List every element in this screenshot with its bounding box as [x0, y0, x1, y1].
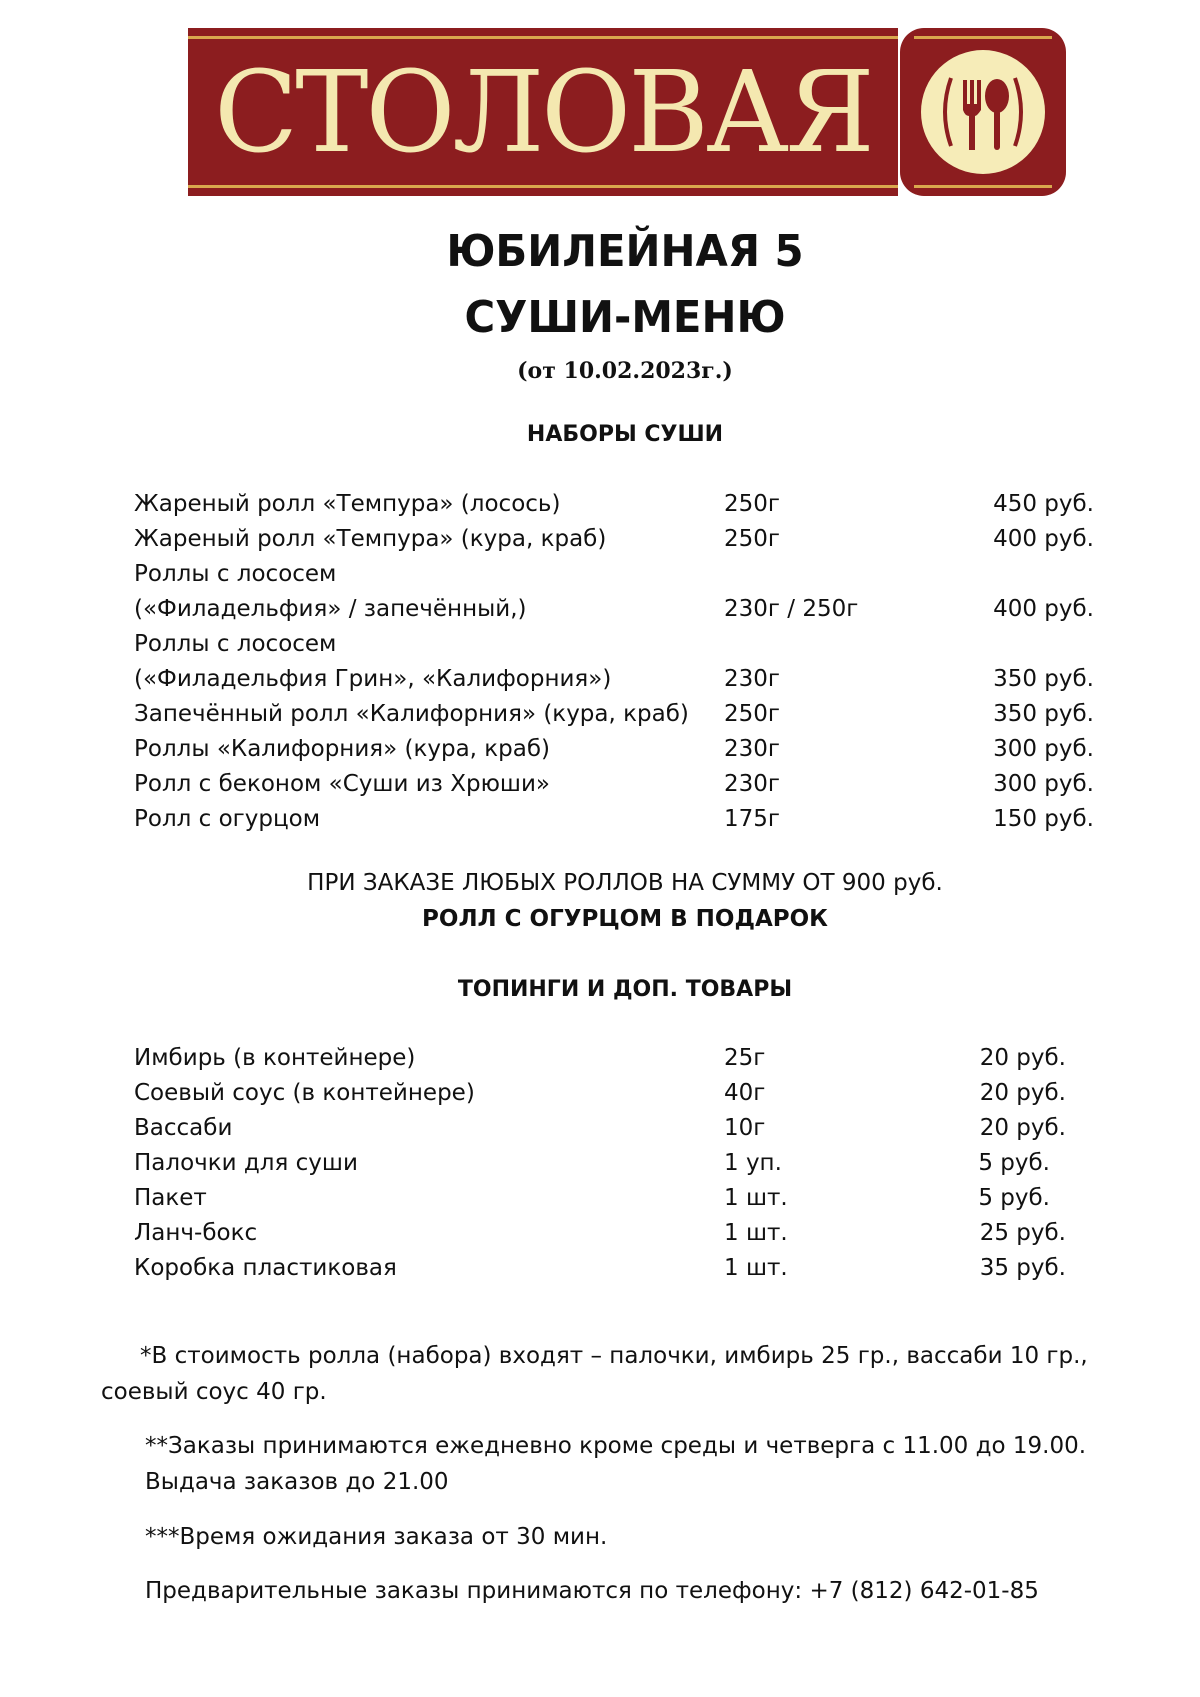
item-name-line: Роллы с лососем — [134, 631, 337, 657]
list-item — [134, 1181, 1094, 1216]
list-item — [134, 802, 1094, 837]
item-name: Вассаби — [134, 1115, 233, 1141]
list-item — [134, 522, 1094, 557]
item-weight: 10г — [724, 1115, 766, 1141]
item-name-line: («Филадельфия Грин», «Калифорния») — [134, 666, 612, 692]
item-price: 350 руб. — [993, 701, 1094, 727]
item-name: Имбирь (в контейнере) — [134, 1045, 416, 1071]
item-name: Запечённый ролл «Калифорния» (кура, краб) — [134, 701, 689, 727]
item-weight: 250г — [724, 491, 780, 517]
item-price: 300 руб. — [993, 736, 1094, 762]
item-weight: 1 шт. — [724, 1185, 788, 1211]
logo-banner — [188, 28, 898, 196]
item-price: 20 руб. — [979, 1045, 1066, 1071]
item-price: 400 руб. — [993, 596, 1094, 622]
item-name: Ролл с огурцом — [134, 806, 321, 832]
item-name: Соевый соус (в контейнере) — [134, 1080, 475, 1106]
item-weight: 250г — [724, 526, 780, 552]
item-name: Ланч-бокс — [134, 1220, 258, 1246]
item-price: 5 руб. — [978, 1185, 1050, 1211]
item-name — [134, 627, 611, 697]
note-hours: **Заказы принимаются ежедневно кроме среды и четверга с 11.00 до 19.00. — [145, 1433, 1087, 1459]
item-name: Жареный ролл «Темпура» (кура, краб) — [134, 526, 607, 552]
item-price: 5 руб. — [978, 1150, 1050, 1176]
logo-text: СТОЛОВАЯ — [214, 48, 872, 178]
item-weight: 40г — [724, 1080, 766, 1106]
item-price: 350 руб. — [993, 666, 1094, 692]
item-name-line: Роллы с лососем — [134, 561, 337, 587]
logo-rule — [914, 36, 1052, 39]
logo-rule — [188, 185, 898, 188]
list-item — [134, 697, 1094, 732]
item-price: 20 руб. — [979, 1115, 1066, 1141]
list-item — [134, 732, 1094, 767]
logo-rule — [914, 185, 1052, 188]
fork-spoon-icon — [921, 50, 1045, 174]
list-item — [134, 557, 1094, 627]
section-heading-sushi-sets: НАБОРЫ СУШИ — [526, 422, 724, 447]
item-price: 400 руб. — [993, 526, 1094, 552]
list-item — [134, 1251, 1094, 1286]
list-item — [134, 767, 1094, 802]
list-item — [134, 627, 1094, 697]
item-name: Ролл с беконом «Суши из Хрюши» — [134, 771, 550, 797]
logo-emblem — [900, 28, 1066, 196]
list-item — [134, 487, 1094, 522]
item-weight: 230г / 250г — [724, 596, 859, 622]
note-phone: Предварительные заказы принимаются по телефону: +7 (812) 642-01-85 — [145, 1578, 1039, 1604]
menu-date: (от 10.02.2023г.) — [517, 358, 733, 384]
item-weight: 230г — [724, 736, 780, 762]
item-price: 35 руб. — [979, 1255, 1066, 1281]
item-weight: 175г — [724, 806, 780, 832]
item-weight: 1 шт. — [724, 1220, 788, 1246]
note-included-cont: соевый соус 40 гр. — [101, 1379, 327, 1405]
item-price: 300 руб. — [993, 771, 1094, 797]
item-price: 150 руб. — [993, 806, 1094, 832]
item-weight: 1 шт. — [724, 1255, 788, 1281]
page-subtitle: СУШИ-МЕНЮ — [464, 292, 786, 343]
item-weight: 230г — [724, 771, 780, 797]
toppings-list — [134, 1041, 1094, 1286]
note-hours-cont: Выдача заказов до 21.00 — [145, 1469, 449, 1495]
logo — [188, 28, 1066, 196]
item-price: 20 руб. — [979, 1080, 1066, 1106]
item-price: 450 руб. — [993, 491, 1094, 517]
logo-rule — [188, 36, 898, 39]
item-name: Пакет — [134, 1185, 207, 1211]
list-item — [134, 1076, 1094, 1111]
item-weight: 250г — [724, 701, 780, 727]
item-weight: 25г — [724, 1045, 766, 1071]
list-item — [134, 1111, 1094, 1146]
item-name — [134, 557, 527, 627]
section-heading-toppings: ТОПИНГИ И ДОП. ТОВАРЫ — [457, 977, 793, 1002]
item-name: Палочки для суши — [134, 1150, 358, 1176]
item-name: Жареный ролл «Темпура» (лосось) — [134, 491, 561, 517]
item-name: Роллы «Калифорния» (кура, краб) — [134, 736, 551, 762]
page-title: ЮБИЛЕЙНАЯ 5 — [446, 226, 804, 277]
item-name: Коробка пластиковая — [134, 1255, 397, 1281]
sushi-sets-list — [134, 487, 1094, 837]
item-price: 25 руб. — [979, 1220, 1066, 1246]
list-item — [134, 1041, 1094, 1076]
promo-text: ПРИ ЗАКАЗЕ ЛЮБЫХ РОЛЛОВ НА СУММУ ОТ 900 руб. — [307, 870, 943, 896]
item-weight: 1 уп. — [724, 1150, 782, 1176]
note-included: *В стоимость ролла (набора) входят – палочки, имбирь 25 гр., вассаби 10 гр., — [140, 1343, 1088, 1369]
list-item — [134, 1146, 1094, 1181]
list-item — [134, 1216, 1094, 1251]
promo-gift: РОЛЛ С ОГУРЦОМ В ПОДАРОК — [422, 906, 828, 932]
item-name-line: («Филадельфия» / запечённый,) — [134, 596, 527, 622]
item-weight: 230г — [724, 666, 780, 692]
note-wait-time: ***Время ожидания заказа от 30 мин. — [145, 1524, 608, 1550]
